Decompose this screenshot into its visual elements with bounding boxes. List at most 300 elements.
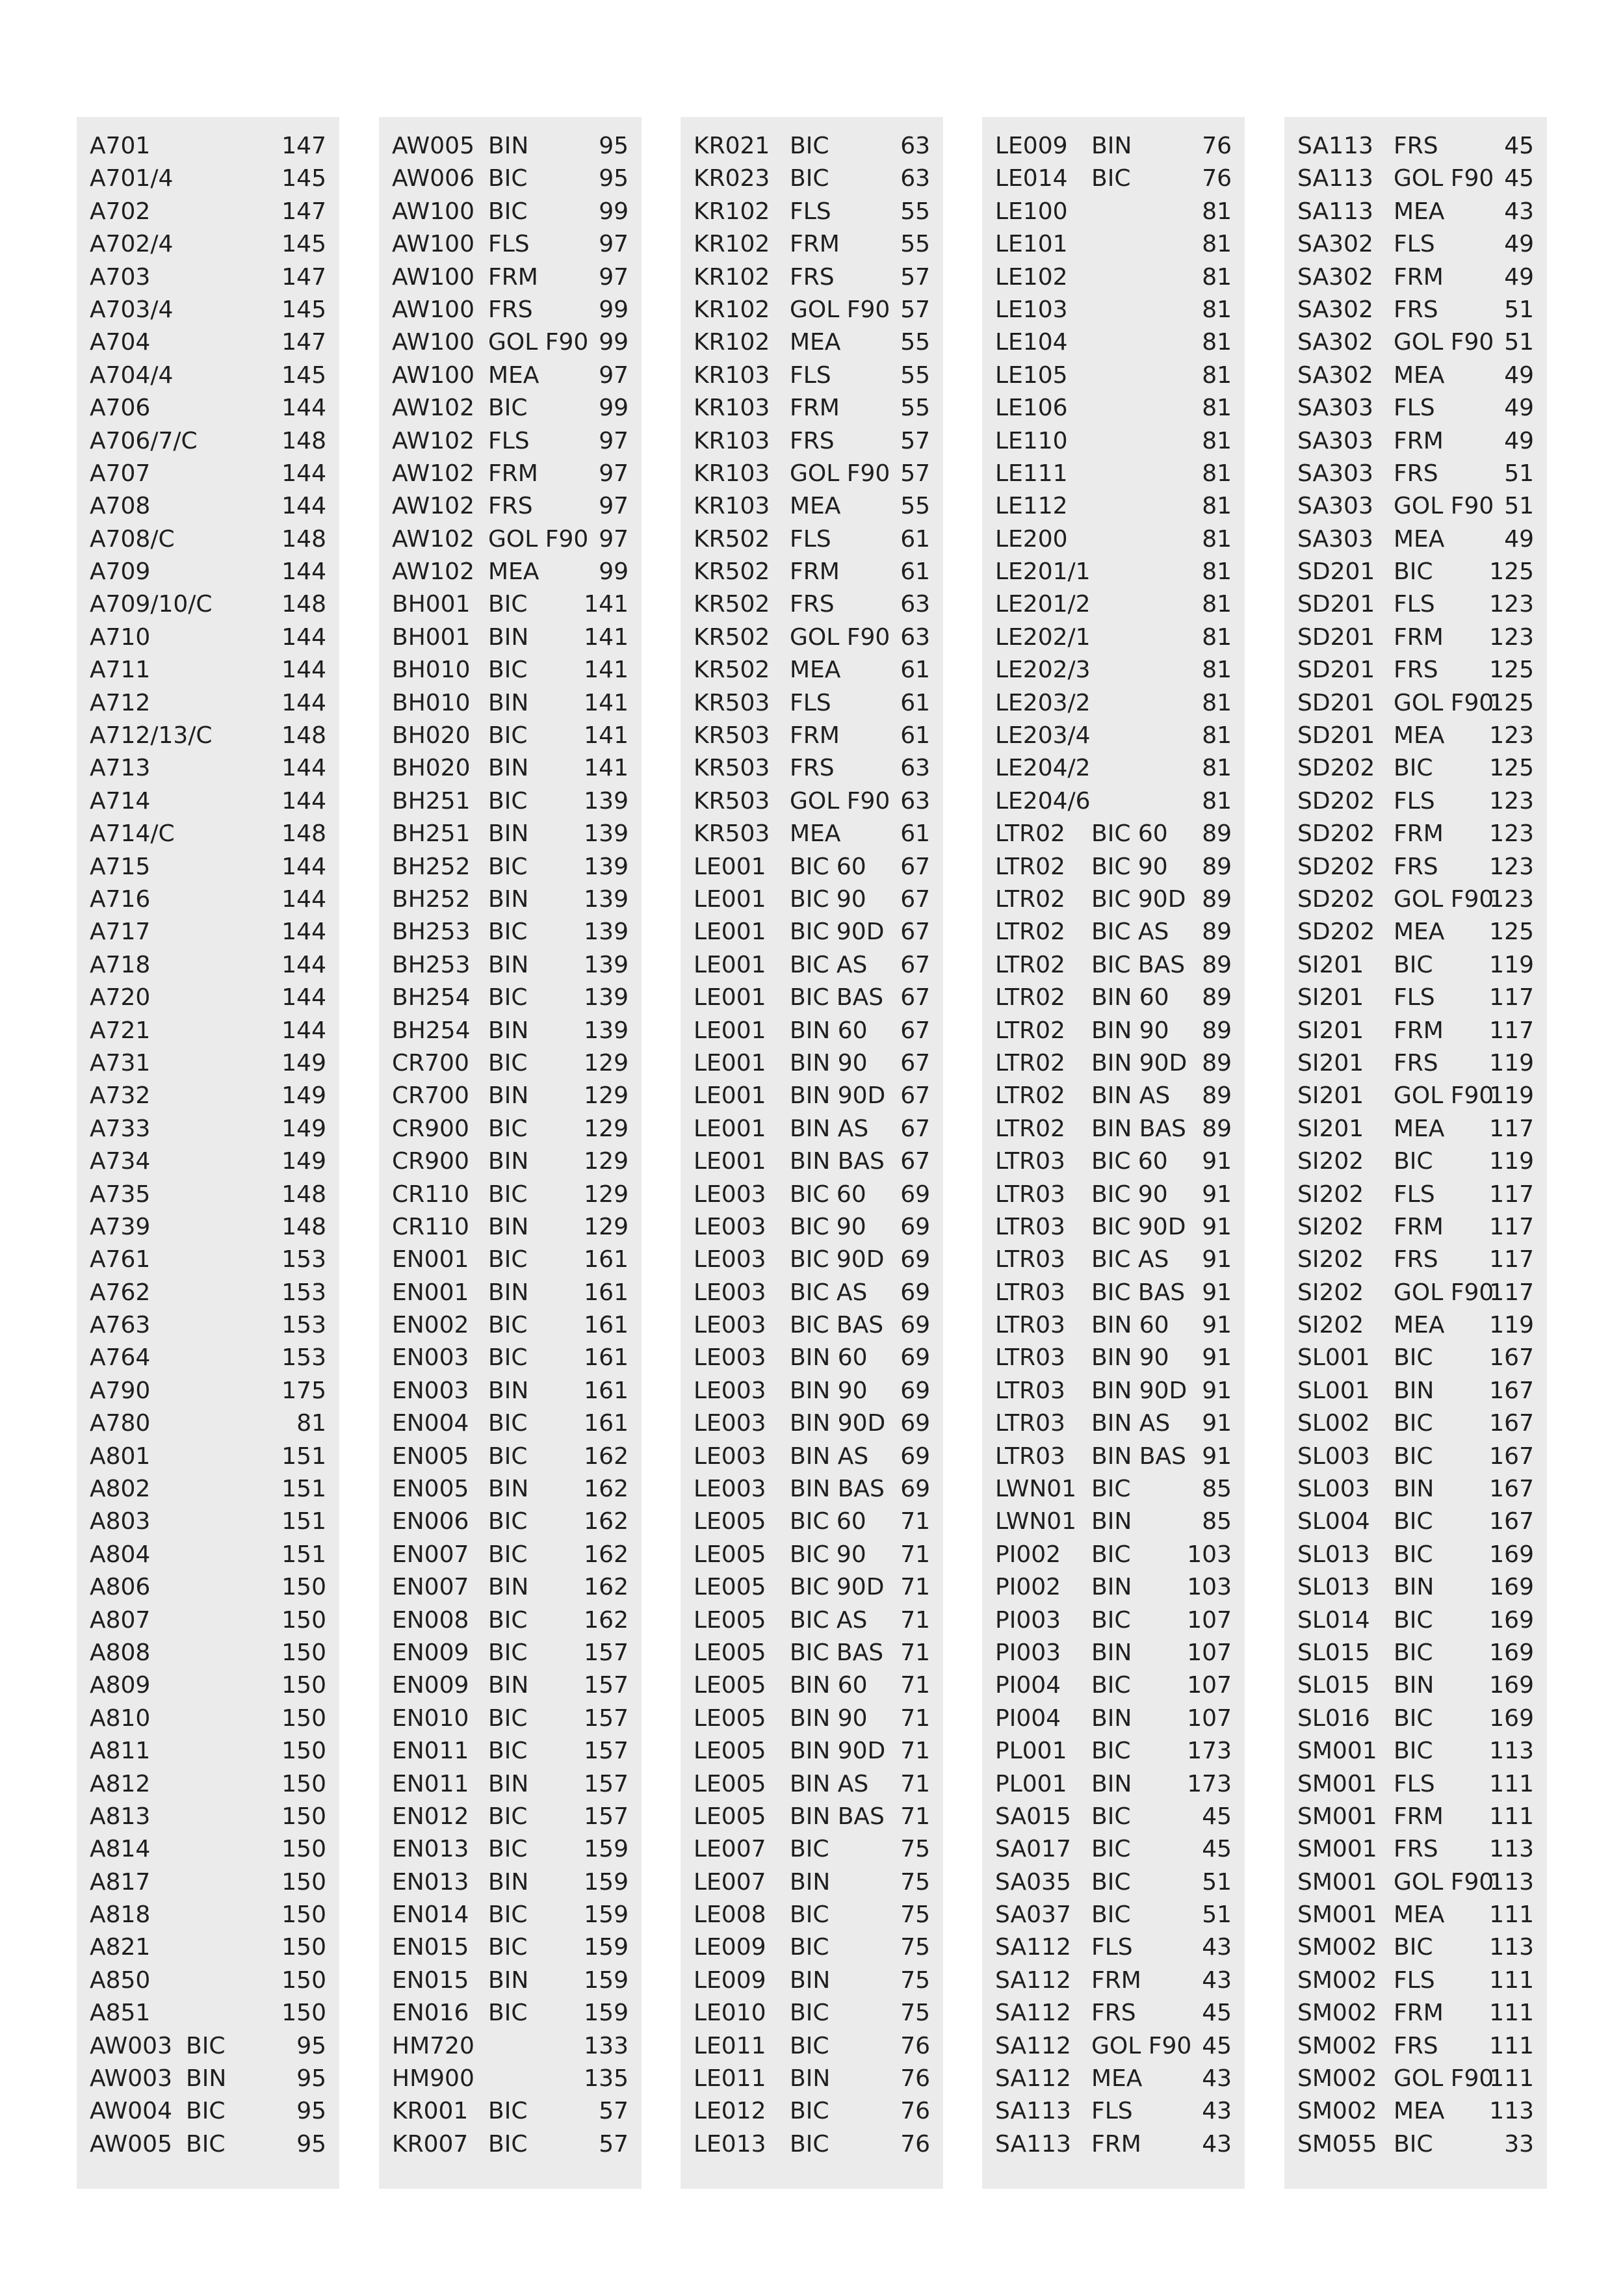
index-entry xyxy=(1297,1801,1534,1833)
page-number: 81 xyxy=(1202,198,1232,225)
index-entry xyxy=(1297,720,1534,752)
variant: GOL F90 xyxy=(790,787,890,815)
product-code: AW102 xyxy=(392,493,474,520)
page-number: 51 xyxy=(1202,1868,1232,1896)
product-code: EN011 xyxy=(392,1770,469,1797)
index-entry xyxy=(995,982,1232,1014)
product-code: LE201/1 xyxy=(995,558,1091,586)
variant: BIC xyxy=(488,722,528,750)
index-entry xyxy=(1297,1047,1534,1080)
index-entry xyxy=(90,1931,326,1964)
index-entry xyxy=(1297,1080,1534,1112)
product-code: PI002 xyxy=(995,1541,1061,1568)
page-number: 45 xyxy=(1202,2032,1232,2059)
page-number: 150 xyxy=(281,1574,326,1601)
page-number: 119 xyxy=(1489,1148,1534,1175)
page-number: 119 xyxy=(1489,1082,1534,1110)
page-number: 89 xyxy=(1202,820,1232,848)
index-entry xyxy=(995,720,1232,752)
product-code: KR503 xyxy=(694,689,770,716)
index-entry xyxy=(392,523,629,556)
index-entry xyxy=(694,2063,930,2095)
product-code: SL015 xyxy=(1297,1672,1370,1699)
product-code: EN015 xyxy=(392,1966,469,1994)
page-number: 91 xyxy=(1202,1246,1232,1273)
variant: BIC BAS xyxy=(790,984,884,1011)
page-number: 81 xyxy=(1202,395,1232,422)
product-code: KR503 xyxy=(694,787,770,815)
index-entry xyxy=(995,1506,1232,1538)
page-number: 69 xyxy=(900,1213,930,1240)
index-entry xyxy=(995,163,1232,195)
index-entry xyxy=(392,392,629,424)
product-code: SI202 xyxy=(1297,1246,1364,1273)
product-code: LE005 xyxy=(694,1770,766,1797)
index-entry xyxy=(694,949,930,982)
page-number: 57 xyxy=(900,427,930,454)
product-code: SD202 xyxy=(1297,787,1375,815)
product-code: BH252 xyxy=(392,885,471,913)
index-entry xyxy=(1297,785,1534,818)
index-entry xyxy=(1297,425,1534,458)
product-code: LTR02 xyxy=(995,984,1065,1011)
product-code: SL002 xyxy=(1297,1410,1370,1437)
index-entry xyxy=(392,1047,629,1080)
index-entry xyxy=(90,490,326,523)
product-code: EN013 xyxy=(392,1868,469,1896)
product-code: A716 xyxy=(90,885,151,913)
product-code: A803 xyxy=(90,1508,151,1535)
page-number: 95 xyxy=(296,2065,326,2093)
product-code: SD201 xyxy=(1297,689,1375,716)
index-entry xyxy=(90,687,326,720)
index-entry xyxy=(694,1342,930,1374)
product-code: KR502 xyxy=(694,558,770,586)
variant: BIN 90D xyxy=(1091,1049,1188,1076)
variant: BIC xyxy=(1091,1803,1131,1830)
variant: BIC xyxy=(488,1508,528,1535)
variant: FRM xyxy=(488,263,538,291)
variant: BIN xyxy=(488,1082,529,1110)
index-entry xyxy=(995,1145,1232,1178)
variant: BIN xyxy=(488,1476,529,1503)
index-entry xyxy=(694,1866,930,1899)
product-code: A714/C xyxy=(90,820,175,848)
index-entry xyxy=(392,1015,629,1047)
variant: GOL F90 xyxy=(790,623,890,651)
product-code: A711 xyxy=(90,657,151,684)
index-entry xyxy=(694,1506,930,1538)
index-entry xyxy=(392,1506,629,1538)
index-entry xyxy=(90,1899,326,1931)
product-code: LTR02 xyxy=(995,1115,1065,1142)
page-number: 151 xyxy=(281,1476,326,1503)
page-number: 71 xyxy=(900,1803,930,1830)
variant: BIC xyxy=(790,1836,829,1863)
index-entry xyxy=(694,490,930,523)
product-code: A851 xyxy=(90,2000,151,2027)
variant: BIC xyxy=(1394,1148,1433,1175)
page-number: 99 xyxy=(599,198,629,225)
index-entry xyxy=(1297,1833,1534,1866)
index-entry xyxy=(694,2128,930,2161)
index-entry xyxy=(1297,163,1534,195)
page-number: 75 xyxy=(900,2000,930,2027)
page-number: 150 xyxy=(281,1803,326,1830)
variant: BIC xyxy=(1394,1410,1433,1437)
page-number: 144 xyxy=(281,623,326,651)
page-number: 141 xyxy=(584,623,629,651)
index-entry xyxy=(1297,1506,1534,1538)
index-entry xyxy=(1297,1768,1534,1801)
product-code: SA112 xyxy=(995,2065,1071,2093)
variant: BIN 60 xyxy=(790,1344,868,1372)
variant: BIC xyxy=(488,1901,528,1929)
variant: MEA xyxy=(488,558,539,586)
page-number: 55 xyxy=(900,329,930,356)
page-number: 57 xyxy=(900,296,930,323)
index-column-4 xyxy=(982,117,1245,2189)
product-code: A702/4 xyxy=(90,231,174,258)
variant: BIC xyxy=(488,1738,528,1765)
product-code: A703/4 xyxy=(90,296,174,323)
page-number: 67 xyxy=(900,1082,930,1110)
variant: BIN xyxy=(1091,1639,1132,1666)
product-code: KR503 xyxy=(694,820,770,848)
index-entry xyxy=(90,1277,326,1309)
index-entry xyxy=(694,1997,930,2029)
product-code: SL003 xyxy=(1297,1442,1370,1470)
index-entry xyxy=(90,982,326,1014)
page-number: 123 xyxy=(1489,591,1534,618)
product-code: SD201 xyxy=(1297,623,1375,651)
page-number: 99 xyxy=(599,395,629,422)
index-entry xyxy=(90,654,326,686)
product-code: KR103 xyxy=(694,395,770,422)
index-entry xyxy=(694,1375,930,1407)
index-entry xyxy=(995,1309,1232,1342)
index-entry xyxy=(90,359,326,392)
page-number: 69 xyxy=(900,1410,930,1437)
variant: BIC xyxy=(186,2098,226,2125)
index-entry xyxy=(694,228,930,261)
index-entry xyxy=(995,654,1232,686)
variant: BIC xyxy=(1394,1934,1433,1961)
index-entry xyxy=(995,1964,1232,1997)
page-number: 49 xyxy=(1504,263,1534,291)
index-entry xyxy=(1297,490,1534,523)
page-number: 117 xyxy=(1489,1246,1534,1273)
index-entry xyxy=(1297,523,1534,556)
variant: BIN xyxy=(488,755,529,782)
index-entry xyxy=(1297,1604,1534,1637)
product-code: LE013 xyxy=(694,2130,766,2158)
index-entry xyxy=(995,785,1232,818)
product-code: AW102 xyxy=(392,427,474,454)
index-entry xyxy=(90,2095,326,2128)
index-entry xyxy=(694,687,930,720)
index-entry xyxy=(1297,1637,1534,1669)
variant: BIC xyxy=(488,1312,528,1339)
product-code: LE203/2 xyxy=(995,689,1091,716)
page-number: 107 xyxy=(1187,1672,1232,1699)
variant: FLS xyxy=(488,427,530,454)
product-code: KR021 xyxy=(694,133,770,159)
product-code: LE100 xyxy=(995,198,1068,225)
variant: BIN xyxy=(1091,1574,1132,1601)
product-code: A821 xyxy=(90,1934,151,1961)
product-code: LE003 xyxy=(694,1246,766,1273)
product-code: SM002 xyxy=(1297,2065,1377,2093)
page-number: 161 xyxy=(584,1377,629,1404)
page-number: 81 xyxy=(1202,525,1232,553)
index-entry xyxy=(995,1342,1232,1374)
variant: BIN AS xyxy=(1091,1082,1171,1110)
product-code: SM002 xyxy=(1297,2000,1377,2027)
product-code: A701 xyxy=(90,133,151,159)
index-entry xyxy=(694,392,930,424)
variant: BIC xyxy=(1394,1738,1433,1765)
variant: GOL F90 xyxy=(1394,689,1494,716)
page-number: 113 xyxy=(1489,2098,1534,2125)
page-number: 145 xyxy=(281,165,326,192)
page-number: 148 xyxy=(281,722,326,750)
product-code: LE103 xyxy=(995,296,1068,323)
variant: BIN BAS xyxy=(790,1803,885,1830)
variant: BIN 60 xyxy=(1091,1312,1169,1339)
variant: BIC xyxy=(1091,1901,1131,1929)
variant: BIN xyxy=(488,951,529,978)
index-entry xyxy=(90,1047,326,1080)
product-code: SA112 xyxy=(995,2032,1071,2059)
variant: BIC xyxy=(488,1704,528,1732)
index-entry xyxy=(392,1964,629,1997)
index-entry xyxy=(694,523,930,556)
page-number: 95 xyxy=(296,2032,326,2059)
page-number: 85 xyxy=(1202,1508,1232,1535)
product-code: SL003 xyxy=(1297,1476,1370,1503)
variant: BIC xyxy=(488,1115,528,1142)
variant: FRS xyxy=(1091,2000,1136,2027)
index-entry xyxy=(90,1637,326,1669)
page-number: 149 xyxy=(281,1148,326,1175)
index-entry xyxy=(90,1964,326,1997)
page-number: 69 xyxy=(900,1476,930,1503)
product-code: LE001 xyxy=(694,1082,766,1110)
product-code: LE001 xyxy=(694,984,766,1011)
index-entry xyxy=(392,1145,629,1178)
index-entry xyxy=(1297,1309,1534,1342)
index-entry xyxy=(1297,458,1534,490)
index-entry xyxy=(1297,130,1534,163)
variant: BIN xyxy=(488,1574,529,1601)
page-number: 161 xyxy=(584,1246,629,1273)
index-entry xyxy=(694,1539,930,1571)
variant: BIC xyxy=(488,919,528,946)
product-code: A704/4 xyxy=(90,361,174,389)
product-code: KR102 xyxy=(694,231,770,258)
index-entry xyxy=(694,752,930,785)
page-number: 157 xyxy=(584,1639,629,1666)
product-code: LE001 xyxy=(694,1017,766,1044)
index-entry xyxy=(694,2095,930,2128)
index-entry xyxy=(694,1244,930,1276)
product-code: LE011 xyxy=(694,2032,766,2059)
index-entry xyxy=(995,1768,1232,1801)
variant: MEA xyxy=(1091,2065,1143,2093)
index-entry xyxy=(694,1735,930,1768)
page-number: 89 xyxy=(1202,951,1232,978)
page-number: 103 xyxy=(1187,1541,1232,1568)
index-entry xyxy=(90,1080,326,1112)
product-code: A708/C xyxy=(90,525,175,553)
index-entry xyxy=(392,818,629,850)
product-code: SM001 xyxy=(1297,1803,1377,1830)
index-entry xyxy=(90,818,326,850)
page-number: 150 xyxy=(281,1770,326,1797)
product-code: LE005 xyxy=(694,1738,766,1765)
variant: BIN 90 xyxy=(1091,1344,1169,1372)
variant: BIC xyxy=(1091,1476,1131,1503)
product-code: A808 xyxy=(90,1639,151,1666)
product-code: LE003 xyxy=(694,1377,766,1404)
variant: FRM xyxy=(1394,1213,1444,1240)
index-entry xyxy=(392,1211,629,1244)
index-entry xyxy=(1297,883,1534,916)
product-code: EN007 xyxy=(392,1541,469,1568)
variant: BIN xyxy=(1091,133,1132,159)
page-number: 89 xyxy=(1202,1115,1232,1142)
product-code: SA037 xyxy=(995,1901,1071,1929)
page-number: 61 xyxy=(900,657,930,684)
page-number: 150 xyxy=(281,2000,326,2027)
product-code: SA017 xyxy=(995,1836,1071,1863)
product-code: SM001 xyxy=(1297,1836,1377,1863)
page-number: 148 xyxy=(281,1181,326,1208)
product-code: LE007 xyxy=(694,1836,766,1863)
product-code: SL016 xyxy=(1297,1704,1370,1732)
index-entry xyxy=(90,425,326,458)
page-number: 144 xyxy=(281,853,326,880)
index-entry xyxy=(1297,1211,1534,1244)
page-number: 161 xyxy=(584,1312,629,1339)
index-entry xyxy=(90,1113,326,1145)
variant: BIC xyxy=(1394,1639,1433,1666)
product-code: AW102 xyxy=(392,525,474,553)
page-number: 125 xyxy=(1489,657,1534,684)
page-number: 69 xyxy=(900,1279,930,1306)
index-entry xyxy=(392,1899,629,1931)
variant: FRM xyxy=(488,460,538,487)
product-code: KR007 xyxy=(392,2130,469,2158)
page-number: 71 xyxy=(900,1606,930,1634)
product-code: LTR03 xyxy=(995,1181,1065,1208)
product-code: SA302 xyxy=(1297,263,1373,291)
product-code: BH251 xyxy=(392,787,471,815)
page-number: 75 xyxy=(900,1934,930,1961)
page-number: 169 xyxy=(1489,1606,1534,1634)
page-number: 167 xyxy=(1489,1344,1534,1372)
index-entry xyxy=(995,1801,1232,1833)
product-code: LE101 xyxy=(995,231,1068,258)
variant: BIN xyxy=(1091,1704,1132,1732)
product-code: PL001 xyxy=(995,1738,1067,1765)
page-number: 43 xyxy=(1504,198,1534,225)
index-entry xyxy=(392,261,629,294)
product-code: SA302 xyxy=(1297,296,1373,323)
page-number: 45 xyxy=(1202,1803,1232,1830)
page-number: 123 xyxy=(1489,853,1534,880)
variant: MEA xyxy=(1394,1901,1445,1929)
page-number: 89 xyxy=(1202,1082,1232,1110)
variant: BIN xyxy=(488,1966,529,1994)
product-code: BH252 xyxy=(392,853,471,880)
page-number: 161 xyxy=(584,1279,629,1306)
variant: GOL F90 xyxy=(790,296,890,323)
product-code: LE005 xyxy=(694,1704,766,1732)
variant: BIN xyxy=(790,1966,831,1994)
variant: FLS xyxy=(790,689,831,716)
index-entry xyxy=(90,1539,326,1571)
page-number: 153 xyxy=(281,1344,326,1372)
index-entry xyxy=(995,490,1232,523)
page-number: 91 xyxy=(1202,1213,1232,1240)
index-entry xyxy=(90,1145,326,1178)
page-number: 97 xyxy=(599,263,629,291)
variant: BIC 90 xyxy=(790,1213,866,1240)
page-number: 69 xyxy=(900,1246,930,1273)
variant: BIC xyxy=(488,395,528,422)
index-entry xyxy=(995,1735,1232,1768)
page-number: 144 xyxy=(281,460,326,487)
product-code: BH254 xyxy=(392,984,471,1011)
product-code: LE001 xyxy=(694,853,766,880)
index-entry xyxy=(392,458,629,490)
index-entry xyxy=(392,654,629,686)
page-number: 162 xyxy=(584,1541,629,1568)
variant: BIC 90 xyxy=(790,885,866,913)
variant: BIC xyxy=(1394,755,1433,782)
page-number: 61 xyxy=(900,689,930,716)
page-number: 123 xyxy=(1489,623,1534,651)
product-code: BH001 xyxy=(392,591,471,618)
page-number: 113 xyxy=(1489,1934,1534,1961)
index-entry xyxy=(995,196,1232,228)
index-entry xyxy=(392,228,629,261)
product-code: SA303 xyxy=(1297,493,1373,520)
page-number: 55 xyxy=(900,493,930,520)
index-entry xyxy=(694,1604,930,1637)
product-code: KR001 xyxy=(392,2098,469,2125)
product-code: A732 xyxy=(90,1082,151,1110)
product-code: LE001 xyxy=(694,1115,766,1142)
index-entry xyxy=(90,752,326,785)
product-code: KR103 xyxy=(694,427,770,454)
product-code: EN014 xyxy=(392,1901,469,1929)
index-entry xyxy=(90,785,326,818)
page-number: 135 xyxy=(584,2065,629,2093)
product-code: AW100 xyxy=(392,263,474,291)
index-entry xyxy=(694,785,930,818)
index-entry xyxy=(694,2030,930,2063)
product-code: LE001 xyxy=(694,885,766,913)
page-number: 45 xyxy=(1504,165,1534,192)
product-code: KR023 xyxy=(694,165,770,192)
index-entry xyxy=(1297,851,1534,883)
page-number: 97 xyxy=(599,525,629,553)
variant: BIN xyxy=(186,2065,227,2093)
index-entry xyxy=(90,294,326,326)
